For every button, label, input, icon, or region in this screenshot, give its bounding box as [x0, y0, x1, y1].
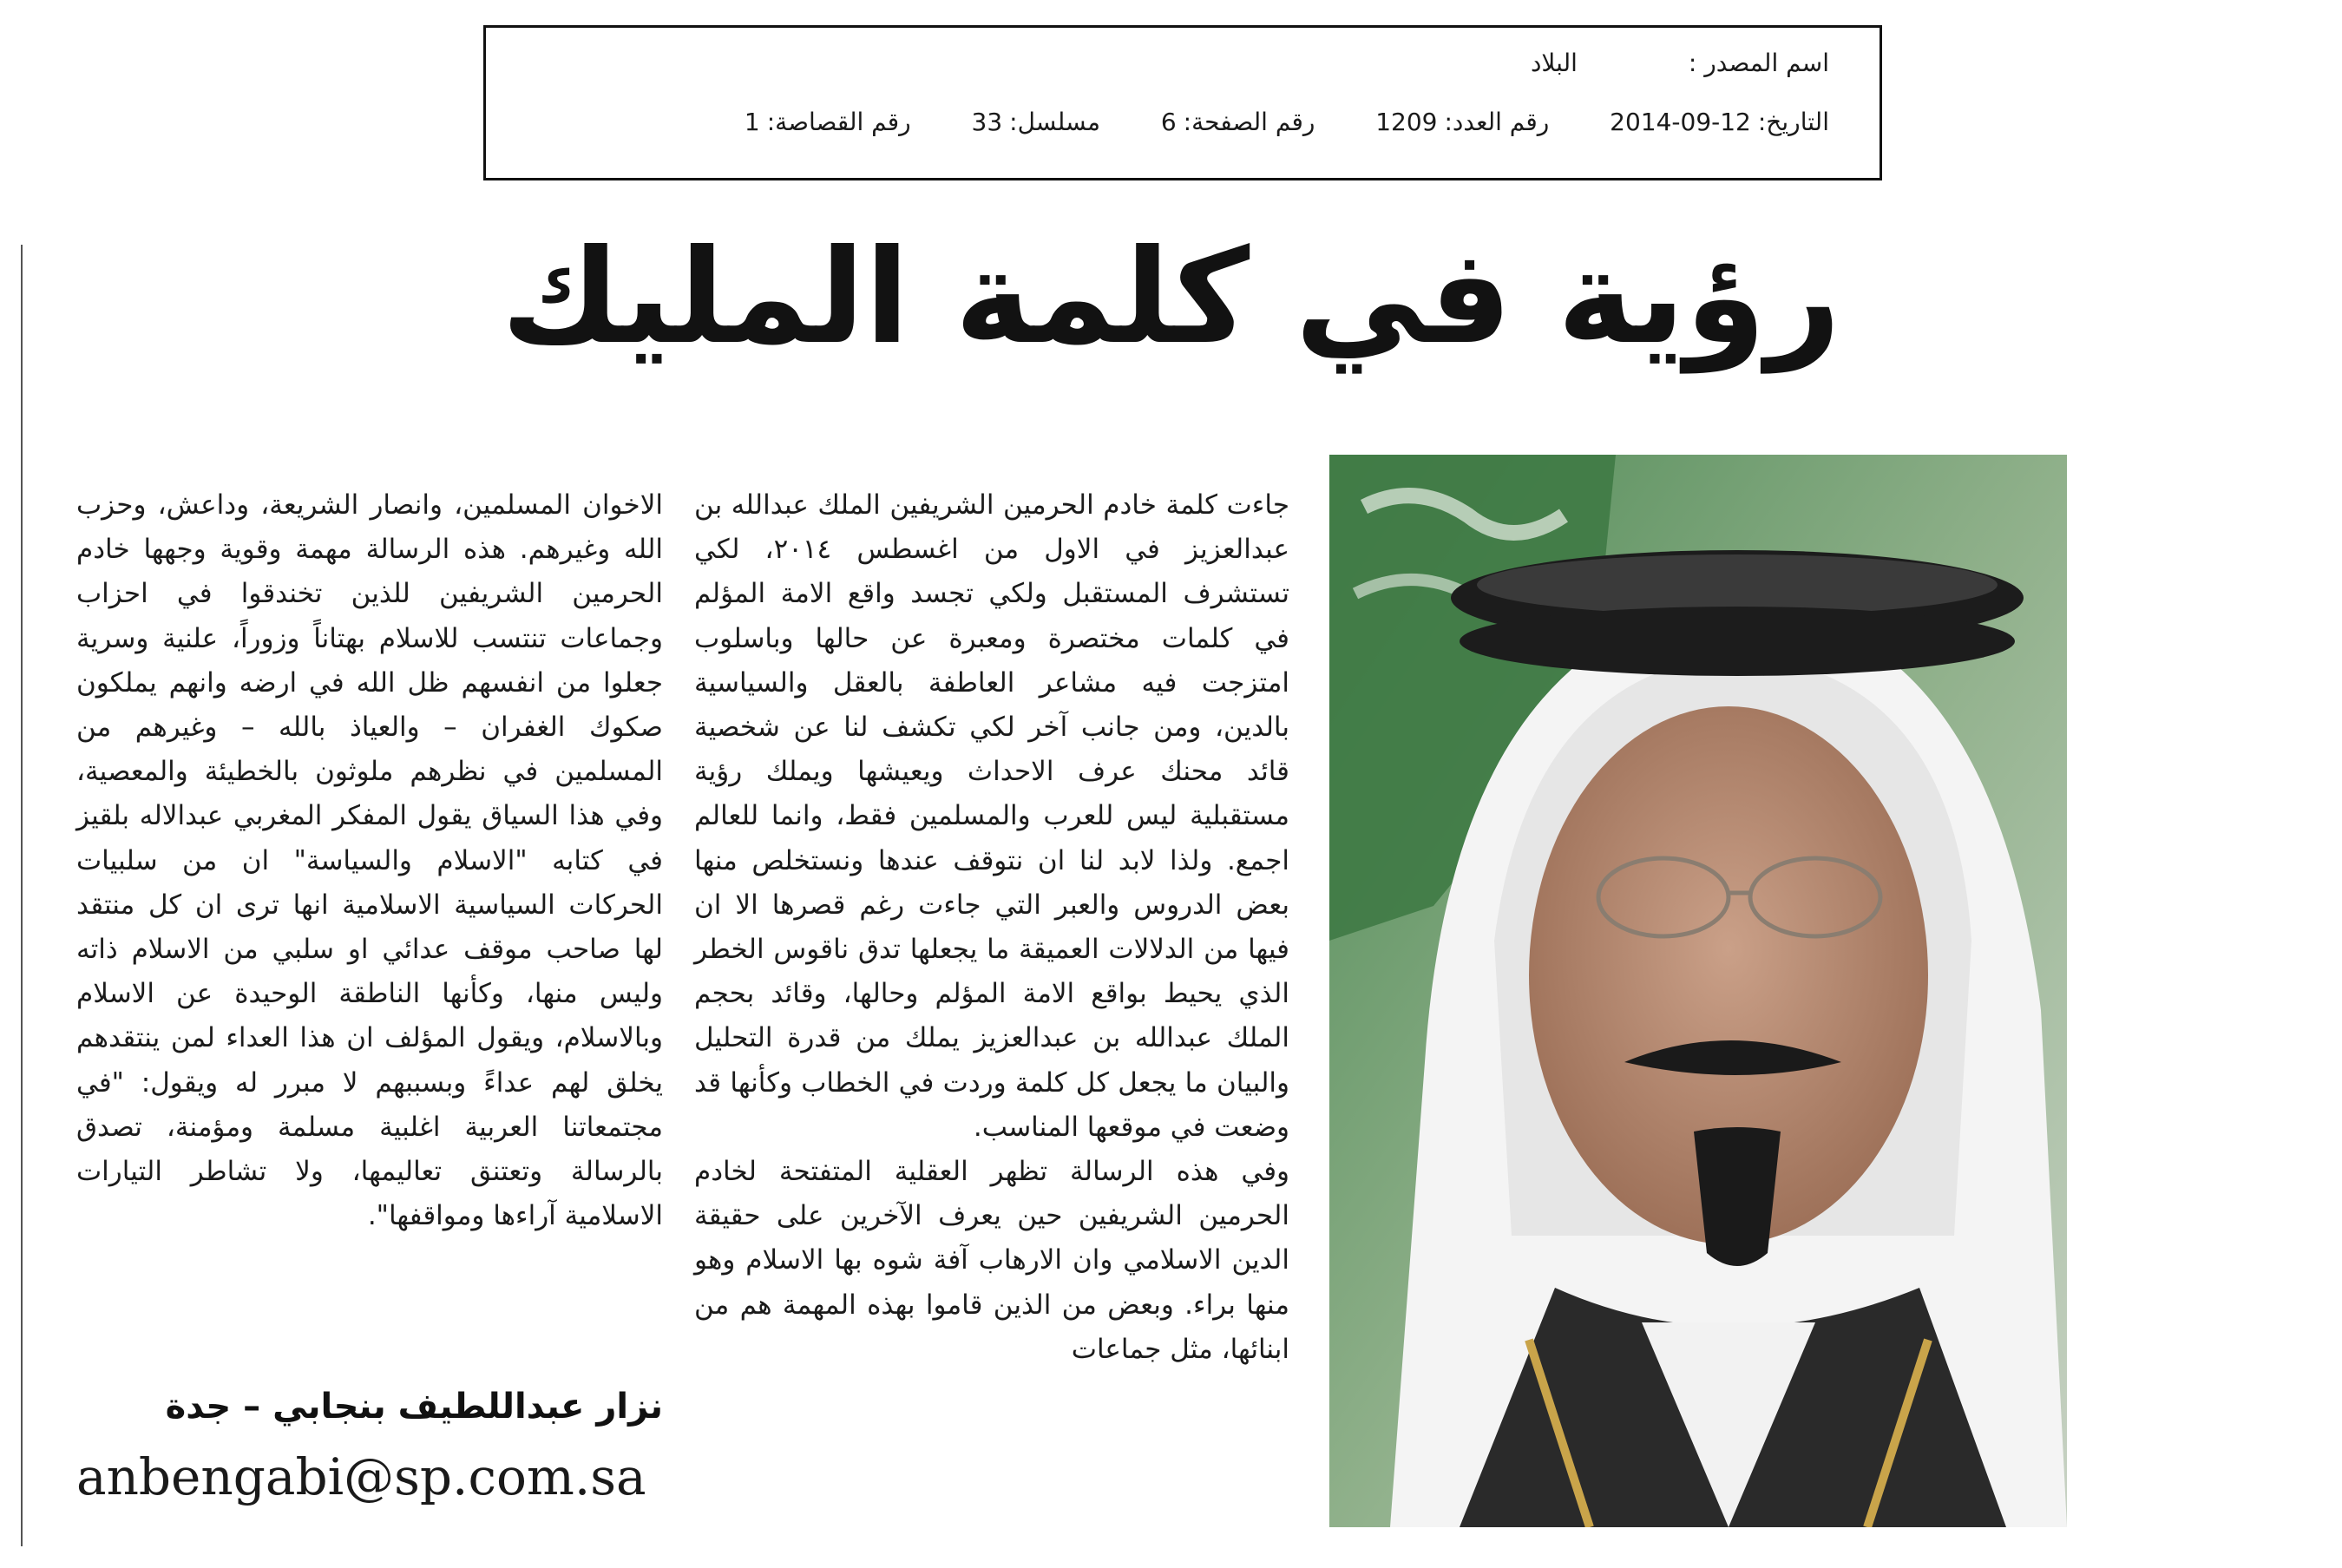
clip-label: رقم القصاصة: [766, 108, 911, 136]
serial-value: 33 [971, 108, 1003, 136]
column-divider [21, 245, 23, 1546]
clip-value: 1 [744, 108, 760, 136]
issue-label: رقم العدد: [1444, 108, 1550, 136]
details-row [745, 108, 1829, 136]
portrait-icon [1329, 455, 2067, 1527]
source-label: اسم المصدر : [1688, 49, 1829, 77]
issue-value: 1209 [1375, 108, 1438, 136]
paragraph: الاخوان المسلمين، وانصار الشريعة، وداعش، وحزب الله وغيرهم. هذه الرسالة مهمة وقوية وجهها خادم الحرمين الشريفين للذين تخندقوا في احزاب وجماعات تنتسب للاسلام بهتاناً وزوراً، علنية وسرية جعلوا من انفسهم ظل الله في ارضه وانهم يملكون صكوك الغفران – والعياذ بالله – وغيرهم من المسلمين في نظرهم ملوثون بالخطيئة والمعصية، وفي هذا السياق يقول المفكر المغربي عبدالاله بلقيز في كتابه "الاسلام والسياسة" ان من سلبيات الحركات السياسية الاسلامية انها ترى ان كل منتقد لها صاحب موقف عدائي او سلبي من الاسلام ذاته وليس منها، وكأنها الناطقة الوحيدة عن الاسلام وبالاسلام، ويقول المؤلف ان هذا العداء لمن ينتقدهم يخلق لهم عداءً وبسببهم لا مبرر له ويقول: "في مجتمعاتنا العربية اغلبية مسلمة ومؤمنة، تصدق بالرسالة وتعتنق تعاليمها، ولا تشاطر التيارات الاسلامية آراءها ومواقفها". [76, 489, 663, 1232]
date-value: 2014-09-12 [1610, 108, 1751, 136]
portrait-photo [1329, 455, 2067, 1527]
author-email: anbengabi@sp.com.sa [76, 1447, 646, 1506]
article-column-left [76, 483, 663, 1238]
author-byline: نزار عبداللطيف بنجابي – جدة [165, 1387, 663, 1427]
source-row [1531, 49, 1829, 77]
source-value: البلاد [1530, 49, 1578, 77]
metadata-box [483, 25, 1882, 180]
page-value: 6 [1160, 108, 1177, 136]
headline: رؤية في كلمة المليك [501, 222, 1841, 373]
page-label: رقم الصفحة: [1183, 108, 1315, 136]
date-label: التاريخ: [1757, 108, 1829, 136]
article-column-right [694, 483, 1289, 1372]
paragraph: جاءت كلمة خادم الحرمين الشريفين الملك عبدالله بن عبدالعزيز في الاول من اغسطس ٢٠١٤، لكي تستشرف المستقبل ولكي تجسد واقع الامة المؤلم في كلمات مختصرة ومعبرة عن حالها وباسلوب امتزجت فيه مشاعر العاطفة بالعقل والسياسية بالدين، ومن جانب آخر لكي تكشف لنا عن شخصية قائد محنك عرف الاحداث ويعيشها ويملك رؤية مستقبلية ليس للعرب والمسلمين فقط، وانما للعالم اجمع. ولذا لابد لنا ان نتوقف عندها ونستخلص منها بعض الدروس والعبر التي جاءت رغم قصرها الا ان فيها من الدلالات العميقة ما يجعلها تدق ناقوس الخطر الذي يحيط بواقع الامة المؤلم وحالها، وقائد بحجم الملك عبدالله بن عبدالعزيز يملك من قدرة التحليل والبيان ما يجعل كل كلمة وردت في الخطاب وكأنها قد وضعت في موقعها المناسب. [694, 489, 1289, 1143]
paragraph: وفي هذه الرسالة تظهر العقلية المتفتحة لخادم الحرمين الشريفين حين يعرف الآخرين على حقيقة الدين الاسلامي وان الارهاب آفة شوه بها الاسلام وهو منها براء. وبعض من الذين قاموا بهذه المهمة هم من ابنائها، مثل جماعات [694, 1156, 1289, 1365]
serial-label: مسلسل: [1009, 108, 1101, 136]
